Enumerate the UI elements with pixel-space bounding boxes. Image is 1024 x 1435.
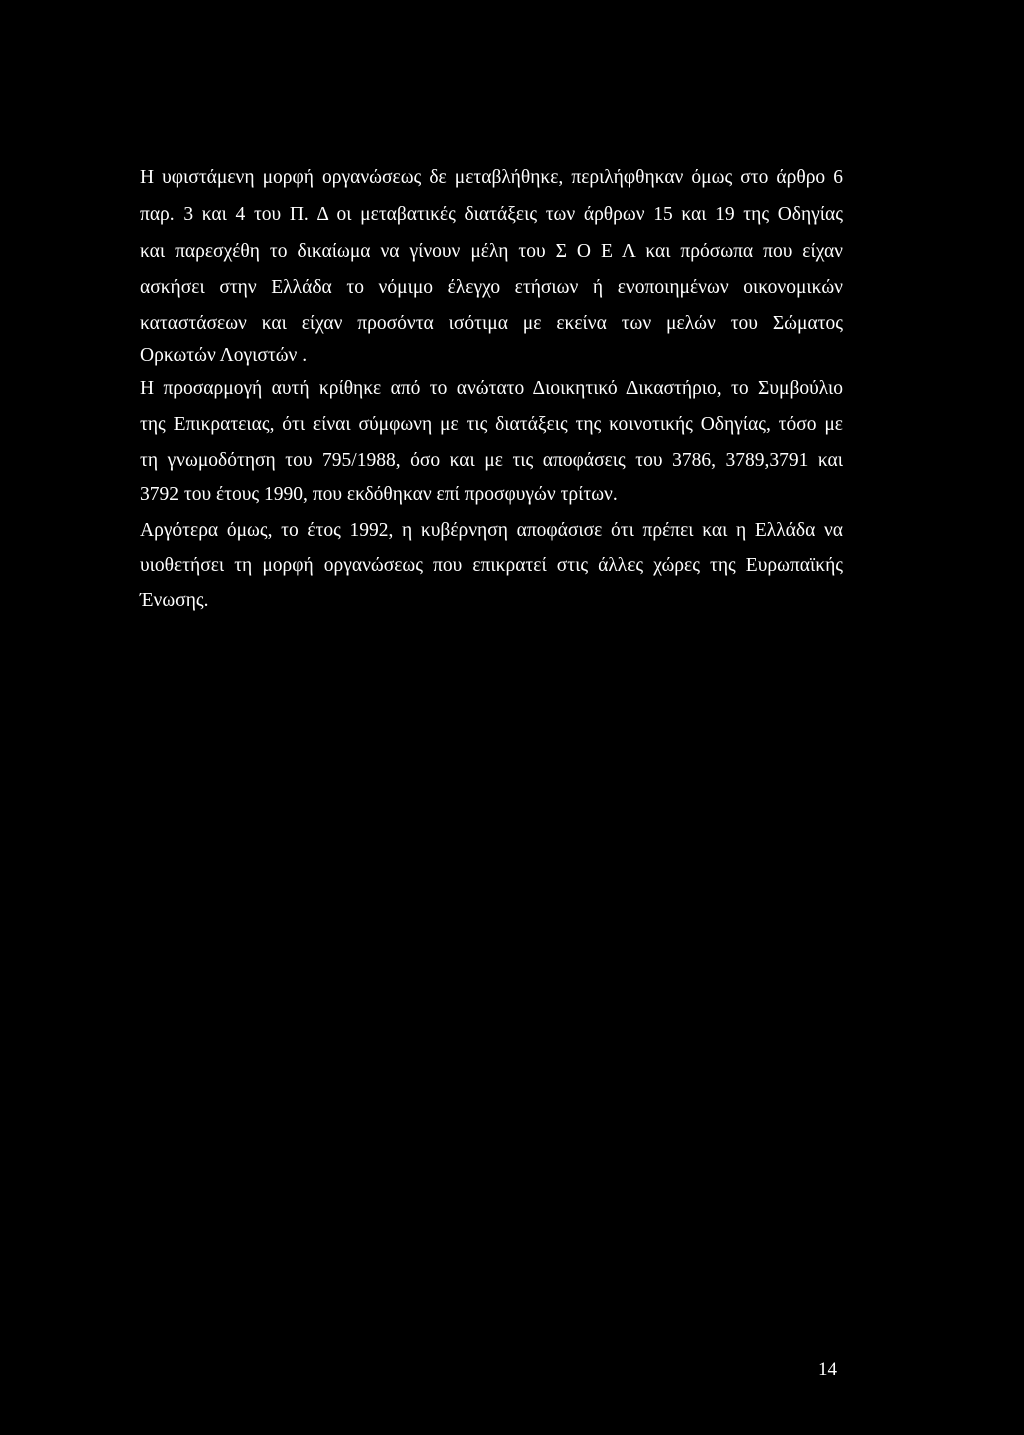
paragraph-line: Ορκωτών Λογιστών . bbox=[140, 345, 308, 366]
paragraph-line: 3792 του έτους 1990, που εκδόθηκαν επί προσφυγών τρίτων. bbox=[140, 484, 618, 505]
page-number: 14 bbox=[818, 1359, 837, 1380]
paragraph-line: και παρεσχέθη το δικαίωμα να γίνουν μέλη του Σ Ο Ε Λ και πρόσωπα που είχαν bbox=[140, 241, 843, 262]
paragraph-line: υιοθετήσει τη μορφή οργανώσεως που επικρατεί στις άλλες χώρες της Ευρωπαϊκής bbox=[140, 555, 843, 576]
paragraph-line: καταστάσεων και είχαν προσόντα ισότιμα με εκείνα των μελών του Σώματος bbox=[140, 313, 843, 334]
paragraph-line: Ένωσης. bbox=[140, 590, 209, 611]
paragraph-line: Η προσαρμογή αυτή κρίθηκε από το ανώτατο Διοικητικό Δικαστήριο, το Συμβούλιο bbox=[140, 378, 843, 399]
paragraph-line: παρ. 3 και 4 του Π. Δ οι μεταβατικές διατάξεις των άρθρων 15 και 19 της Οδηγίας bbox=[140, 204, 843, 225]
paragraph-line: Αργότερα όμως, το έτος 1992, η κυβέρνηση αποφάσισε ότι πρέπει και η Ελλάδα να bbox=[140, 520, 843, 541]
paragraph-line: Η υφιστάμενη μορφή οργανώσεως δε μεταβλήθηκε, περιλήφθηκαν όμως στο άρθρο 6 bbox=[140, 167, 843, 188]
paragraph-line: τη γνωμοδότηση του 795/1988, όσο και με τις αποφάσεις του 3786, 3789,3791 και bbox=[140, 450, 843, 471]
paragraph-line: ασκήσει στην Ελλάδα το νόμιμο έλεγχο ετήσιων ή ενοποιημένων οικονομικών bbox=[140, 277, 843, 298]
paragraph-line: της Επικρατειας, ότι είναι σύμφωνη με τις διατάξεις της κοινοτικής Οδηγίας, τόσο με bbox=[140, 414, 843, 435]
